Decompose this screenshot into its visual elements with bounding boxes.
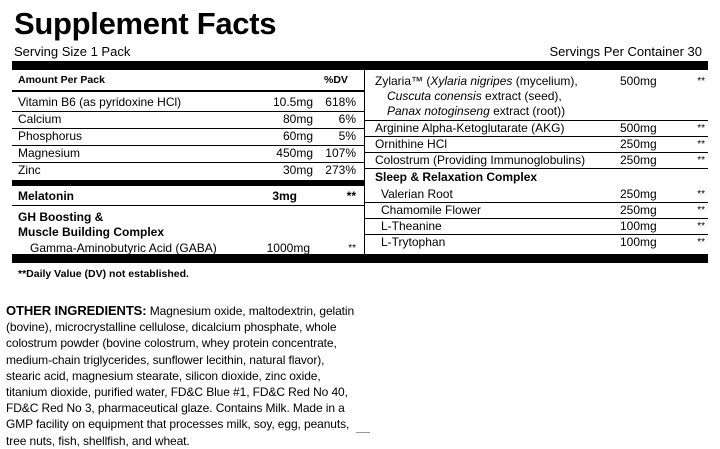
- nutrient-amount: 450mg: [276, 146, 313, 160]
- ingredient-dv: **: [697, 139, 705, 150]
- sleep-complex-title: Sleep & Relaxation Complex: [375, 170, 538, 184]
- ingredient-name: Arginine Alpha-Ketoglutarate (AKG): [375, 121, 565, 135]
- panax-italic: Panax notoginseng: [387, 104, 490, 118]
- ingredient-name: Chamomile Flower: [381, 203, 482, 217]
- gaba-dv: **: [348, 243, 356, 254]
- nutrient-amount: 80mg: [282, 112, 313, 126]
- zylaria-line3: [387, 104, 565, 119]
- panel-title: Supplement Facts: [14, 6, 277, 41]
- amount-per-pack-header: Amount Per Pack: [18, 74, 105, 86]
- nutrient-name: Zinc: [18, 163, 41, 177]
- ingredient-name: L-Trytophan: [381, 235, 446, 249]
- dv-header: %DV: [324, 74, 348, 86]
- gaba-amount: 1000mg: [266, 241, 310, 255]
- nutrient-name: Phosphorus: [18, 129, 83, 143]
- melatonin-amount: 3mg: [272, 189, 297, 203]
- ingredient-dv: **: [697, 123, 705, 134]
- nutrient-name: Calcium: [18, 112, 62, 126]
- ingredient-amount: 250mg: [620, 187, 657, 201]
- nutrient-dv: 5%: [338, 129, 356, 143]
- ingredient-name: L-Theanine: [381, 219, 442, 233]
- ingredient-amount: 250mg: [620, 153, 657, 167]
- other-ingredients-text: Magnesium oxide, maltodextrin, gelatin (bovine), microcrystalline cellulose, dicalcium phosphate, whole colostrum powder (bovine colostrum, whey protein concentrate, medium-chain triglycerides, sunflower lecithin, natural flavor), stearic acid, magnesium stearate, silicon dioxide, zinc oxide, titanium dioxide, purified water, FD&C Blue #1, FD&C Red No 40, FD&C Red No 3, pharmaceutical glaze. Contains Milk. Made in a GMP facility on equipment that processes milk, soy, egg, peanuts, tree nuts, fish, shellfish, and wheat.: [6, 304, 355, 448]
- ingredient-amount: 250mg: [620, 137, 657, 151]
- row-rule: [12, 205, 364, 206]
- ingredient-name: Colostrum (Providing Immunoglobulins): [375, 153, 586, 167]
- zylaria-italic: Xylaria nigripes: [430, 74, 513, 88]
- nutrient-name: Magnesium: [18, 146, 81, 160]
- zylaria-dv: **: [697, 76, 705, 87]
- nutrient-amount: 30mg: [282, 163, 313, 177]
- ingredient-dv: **: [697, 189, 705, 200]
- gh-complex-title-line2: Muscle Building Complex: [18, 225, 165, 239]
- row-rule: [365, 168, 708, 169]
- zylaria-amount: 500mg: [620, 74, 657, 88]
- nutrient-amount: 60mg: [282, 129, 313, 143]
- nutrient-amount: 10.5mg: [272, 95, 313, 109]
- column-divider: [364, 70, 365, 254]
- gaba-name: Gamma-Aminobutyric Acid (GABA): [30, 241, 217, 255]
- melatonin-dv: **: [346, 189, 356, 203]
- dv-footnote: **Daily Value (DV) not established.: [18, 268, 189, 280]
- top-thick-bar: [12, 61, 708, 70]
- supplement-facts-panel: [6, 4, 714, 284]
- ingredient-dv: **: [697, 155, 705, 166]
- ingredient-amount: 250mg: [620, 203, 657, 217]
- ingredient-amount: 100mg: [620, 235, 657, 249]
- gh-complex-title: GH Boosting &: [18, 210, 104, 224]
- ingredient-amount: 500mg: [620, 121, 657, 135]
- nutrient-name: Vitamin B6 (as pyridoxine HCl): [18, 95, 182, 109]
- cuscuta-italic: Cuscuta conensis: [387, 89, 482, 103]
- zylaria-prefix: Zylaria™ (: [375, 74, 431, 88]
- other-ingredients: [6, 303, 358, 449]
- ingredient-dv: **: [697, 205, 705, 216]
- ingredient-name: Valerian Root: [381, 187, 453, 201]
- crop-mark: [356, 432, 370, 439]
- nutrient-dv: 6%: [338, 112, 356, 126]
- nutrient-dv: 618%: [325, 95, 356, 109]
- serving-size: Serving Size 1 Pack: [14, 44, 131, 59]
- thick-rule: [12, 180, 364, 186]
- header-rule: [12, 90, 364, 92]
- zylaria-line2: [387, 89, 562, 104]
- servings-per-container: Servings Per Container 30: [549, 44, 702, 59]
- panax-suffix: extract (root)): [489, 104, 566, 118]
- cuscuta-suffix: extract (seed),: [481, 89, 562, 103]
- ingredient-dv: **: [697, 221, 705, 232]
- other-ingredients-label: OTHER INGREDIENTS:: [6, 303, 147, 318]
- ingredient-amount: 100mg: [620, 219, 657, 233]
- melatonin-name: Melatonin: [18, 189, 74, 203]
- zylaria-suffix: (mycelium),: [512, 74, 578, 88]
- ingredient-dv: **: [697, 237, 705, 248]
- nutrient-dv: 107%: [325, 146, 356, 160]
- nutrient-dv: 273%: [325, 163, 356, 177]
- ingredient-name: Ornithine HCl: [375, 137, 448, 151]
- zylaria-line1: [375, 74, 578, 89]
